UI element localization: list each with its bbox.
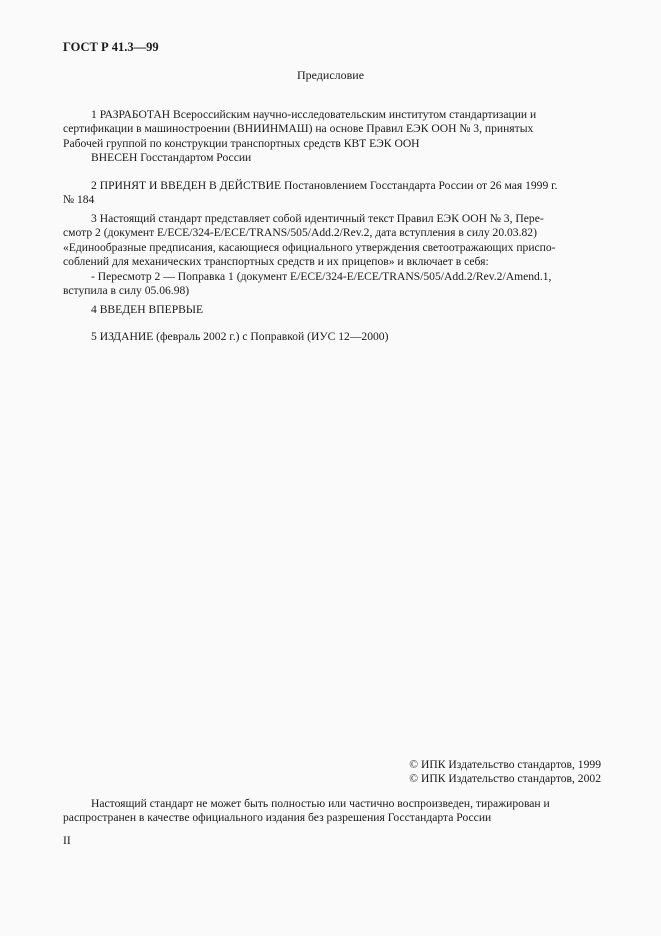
copyright-line: © ИПК Издательство стандартов, 2002 [409,772,601,786]
page-number: II [63,834,71,847]
text-line: «Единообразные предписания, касающиеся официального утверждения светоотражающих приспо- [63,240,556,254]
text-line: вступила в силу 05.06.98) [63,284,190,298]
text-line: ВНЕСЕН Госстандартом России [91,151,252,164]
text-line: смотр 2 (документ E/ECE/324-E/ECE/TRANS/505/Add.2/Rev.2, дата вступления в силу 20.03.82) [63,226,537,240]
paragraph-2-adopted [63,179,601,208]
paragraph-1-developed [63,108,601,151]
text-line: соблений для механических транспортных средств и их прицепов» и включает в себя: [63,255,489,269]
text-line: Рабочей группой по конструкции транспортных средств КВТ ЕЭК ООН [63,136,420,150]
copyright-line: © ИПК Издательство стандартов, 1999 [409,758,601,771]
text-line: 2 ПРИНЯТ И ВВЕДЕН В ДЕЙСТВИЕ Постановлением Госстандарта России от 26 мая 1999 г. [91,179,558,192]
copyright-block [63,758,601,787]
text-line: 1 РАЗРАБОТАН Всероссийским научно-исследовательским институтом стандартизации и [91,108,537,121]
text-line: распространен в качестве официального издания без разрешения Госстандарта России [63,811,492,825]
document-code: ГОСТ Р 41.3—99 [63,40,159,54]
text-line: 4 ВВЕДЕН ВПЕРВЫЕ [91,303,204,316]
paragraph-5-edition [63,330,601,344]
paragraph-4-first-introduced [63,303,601,317]
text-line: 5 ИЗДАНИЕ (февраль 2002 г.) с Поправкой (ИУС 12—2000) [91,330,389,343]
text-line: сертификации в машиностроении (ВНИИНМАШ) на основе Правил ЕЭК ООН № 3, принятых [63,122,534,136]
page-title: Предисловие [296,68,365,82]
text-line: Настоящий стандарт не может быть полностью или частично воспроизведен, тиражирован и [91,797,550,810]
text-line: № 184 [63,193,95,207]
paragraph-3-identical-text [63,212,601,298]
reproduction-notice [63,797,601,826]
text-line: - Пересмотр 2 — Поправка 1 (документ E/ECE/324-E/ECE/TRANS/505/Add.2/Rev.2/Amend.1, [91,269,552,283]
text-line: 3 Настоящий стандарт представляет собой идентичный текст Правил ЕЭК ООН № 3, Пере- [91,212,544,225]
paragraph-introduced [63,151,601,165]
